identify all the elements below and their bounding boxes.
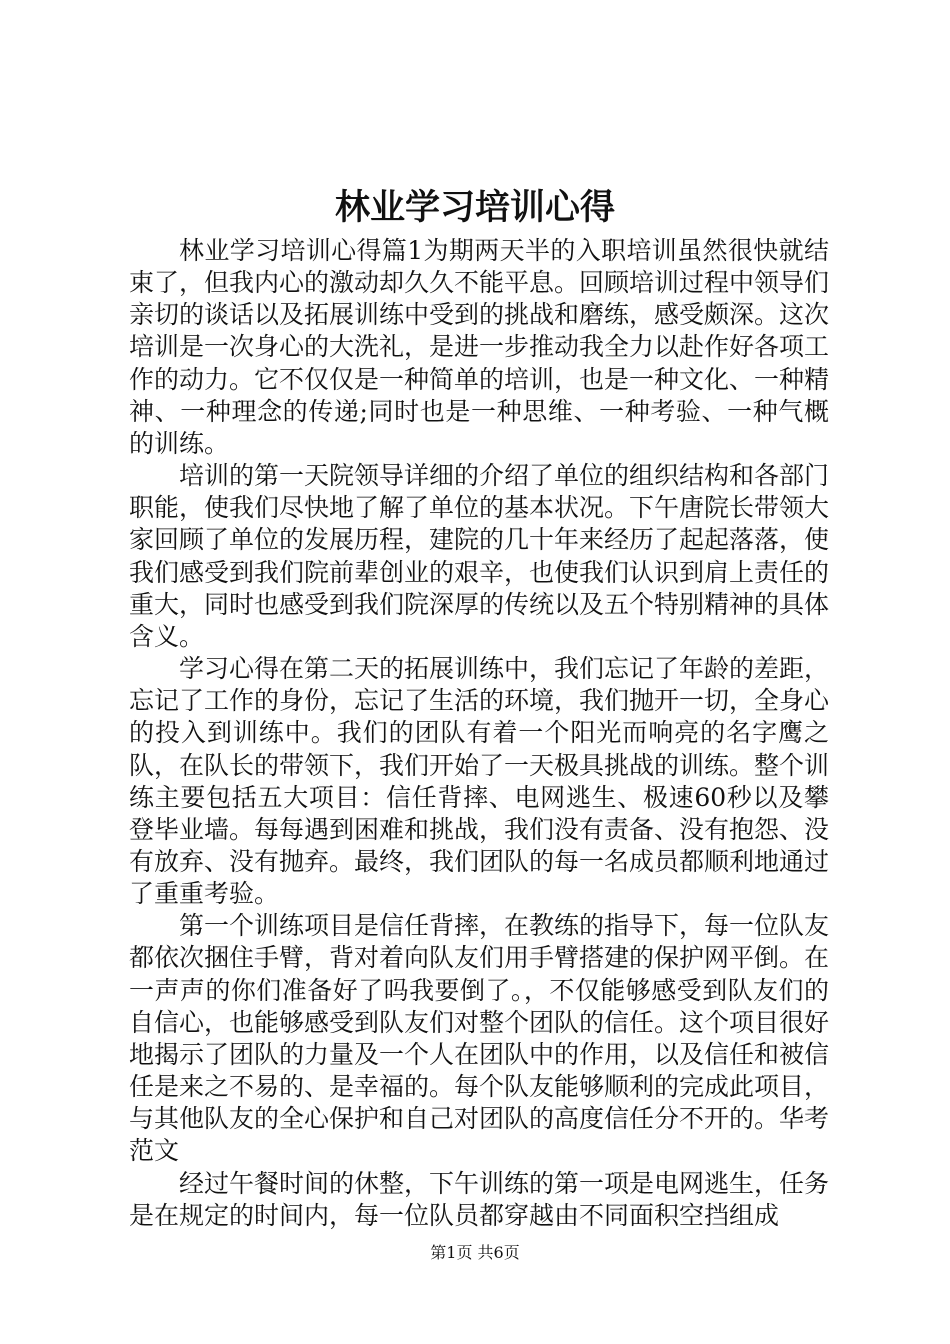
paragraph-1: 林业学习培训心得篇1为期两天半的入职培训虽然很快就结束了，但我内心的激动却久久不能平息。回顾培训过程中领导们亲切的谈话以及拓展训练中受到的挑战和磨练，感受颇深。这次培训是一次身心的大洗礼，是进一步推动我全力以赴作好各项工作的动力。它不仅仅是一种简单的培训，也是一种文化、一种精神、一种理念的传递;同时也是一种思维、一种考验、一种气概的训练。: [129, 236, 830, 458]
paragraph-4: 第一个训练项目是信任背摔，在教练的指导下，每一位队友都依次捆住手臂，背对着向队友们用手臂搭建的保护网平倒。在一声声的你们准备好了吗我要倒了。，不仅能够感受到队友们的自信心，也能够感受到队友们对整个团队的信任。这个项目很好地揭示了团队的力量及一个人在团队中的作用，以及信任和被信任是来之不易的、是幸福的。每个队友能够顺利的完成此项目，与其他队友的全心保护和自己对团队的高度信任分不开的。华考范文: [129, 911, 830, 1166]
paragraph-5: 经过午餐时间的休整，下午训练的第一项是电网逃生，任务是在规定的时间内，每一位队员都穿越由不同面积空挡组成: [129, 1168, 830, 1230]
paragraph-2: 培训的第一天院领导详细的介绍了单位的组织结构和各部门职能，使我们尽快地了解了单位的基本状况。下午唐院长带领大家回顾了单位的发展历程，建院的几十年来经历了起起落落，使我们感受到我们院前辈创业的艰辛，也使我们认识到肩上责任的重大，同时也感受到我们院深厚的传统以及五个特别精神的具体含义。: [129, 461, 830, 651]
document-body: [129, 235, 829, 1232]
page-footer: 第1页 共6页: [430, 1243, 520, 1262]
paragraph-3: 学习心得在第二天的拓展训练中，我们忘记了年龄的差距，忘记了工作的身份，忘记了生活的环境，我们抛开一切，全身心的投入到训练中。我们的团队有着一个阳光而响亮的名字鹰之队，在队长的带领下，我们开始了一天极具挑战的训练。整个训练主要包括五大项目：信任背摔、电网逃生、极速60秒以及攀登毕业墙。每每遇到困难和挑战，我们没有责备、没有抱怨、没有放弃、没有抛弃。最终，我们团队的每一名成员都顺利地通过了重重考验。: [129, 654, 830, 909]
document-title: 林业学习培训心得: [334, 187, 615, 228]
